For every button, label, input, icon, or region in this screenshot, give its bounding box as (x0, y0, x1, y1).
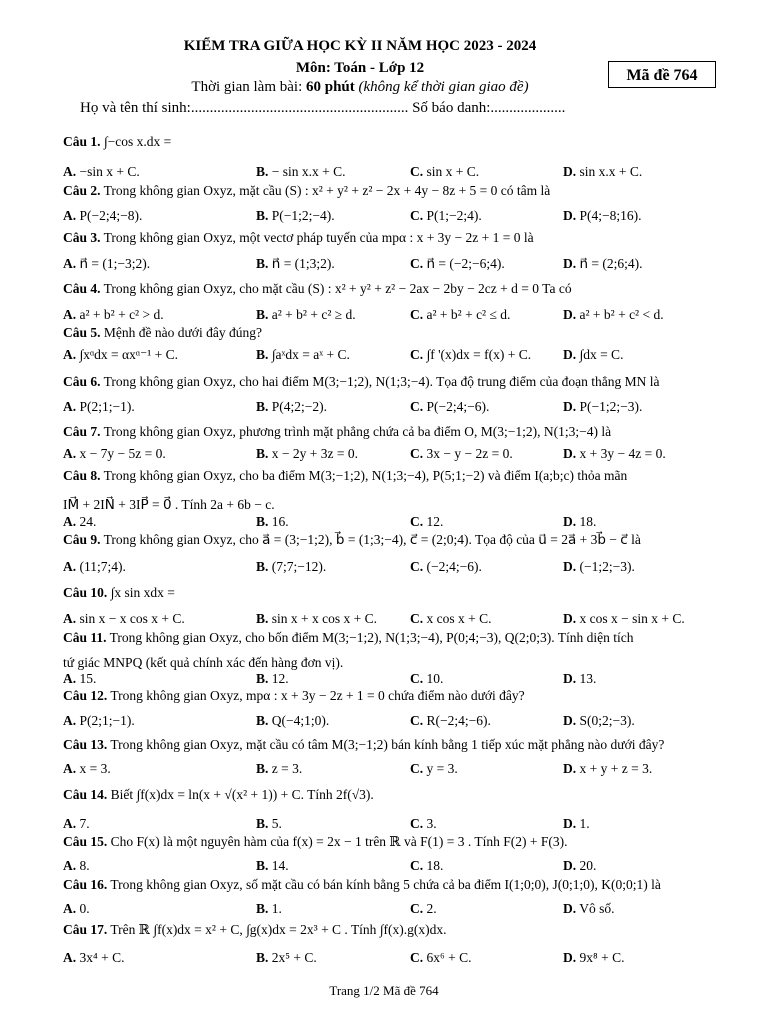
answer-option-d: D. 20. (563, 858, 597, 873)
question-text-continued: IM⃗ + 2IN⃗ + 3IP⃗ = 0⃗ . Tính 2a + 6b − c. (63, 497, 275, 512)
question-stem (63, 877, 661, 893)
question-text: Trong không gian Oxyz, số mặt cầu có bán kính bằng 5 chứa cả ba điểm I(1;0;0), J(0;1;0), K(0;0;1) là (107, 877, 661, 892)
answer-option-a: A. −sin x + C. (63, 164, 140, 179)
answer-option-c: C. 10. (410, 671, 444, 686)
question-number: Câu 9. (63, 532, 101, 547)
question-stem (63, 134, 171, 150)
question-text: Trong không gian Oxyz, cho mặt cầu (S) : x² + y² + z² − 2ax − 2by − 2cz + d = 0 Ta có (100, 281, 572, 296)
question-number: Câu 16. (63, 877, 108, 892)
answer-option-a: A. (11;7;4). (63, 559, 126, 574)
question-text: Mệnh đề nào dưới đây đúng? (100, 325, 262, 340)
answer-option-d: D. 9x⁸ + C. (563, 950, 625, 965)
answer-option-c: C. (−2;4;−6). (410, 559, 482, 574)
question-text: Trong không gian Oxyz, mpα : x + 3y − 2z + 1 = 0 chứa điểm nào dưới đây? (107, 688, 525, 703)
answer-option-b: B. 12. (256, 671, 289, 686)
answer-option-a: A. P(−2;4;−8). (63, 208, 143, 223)
answer-options (63, 671, 723, 689)
question-stem (63, 325, 262, 341)
answer-options (63, 347, 723, 365)
answer-option-c: C. 2. (410, 901, 437, 916)
question-stem (63, 787, 374, 803)
question-stem (63, 183, 550, 199)
answer-option-a: A. 8. (63, 858, 90, 873)
answer-option-b: B. sin x + x cos x + C. (256, 611, 377, 626)
question-stem (63, 630, 633, 646)
answer-option-c: C. sin x + C. (410, 164, 480, 179)
question-text: ∫x sin xdx = (107, 585, 175, 600)
answer-option-d: D. Vô số. (563, 901, 615, 916)
answer-option-c: C. a² + b² + c² ≤ d. (410, 307, 511, 322)
question-text: Trong không gian Oxyz, cho hai điểm M(3;−1;2), N(1;3;−4). Tọa độ trung điểm của đoạn thẳng MN là (100, 374, 660, 389)
question-stem (63, 688, 525, 704)
answer-options (63, 446, 723, 464)
answer-option-a: A. P(2;1;−1). (63, 399, 135, 414)
answer-options (63, 399, 723, 417)
answer-option-c: C. 3. (410, 816, 437, 831)
question-stem (63, 737, 664, 753)
answer-option-c: C. 6x⁶ + C. (410, 950, 472, 965)
answer-option-b: B. z = 3. (256, 761, 303, 776)
answer-option-a: A. 0. (63, 901, 90, 916)
answer-option-d: D. x + 3y − 4z = 0. (563, 446, 666, 461)
answer-option-d: D. 1. (563, 816, 590, 831)
answer-option-c: C. 3x − y − 2z = 0. (410, 446, 513, 461)
question-stem (63, 230, 534, 246)
answer-option-c: C. y = 3. (410, 761, 458, 776)
question-number: Câu 11. (63, 630, 107, 645)
exam-code-box: Mã đề 764 (608, 61, 716, 88)
answer-option-c: C. P(1;−2;4). (410, 208, 482, 223)
answer-option-b: B. n⃗ = (1;3;2). (256, 256, 335, 271)
question-number: Câu 8. (63, 468, 101, 483)
answer-options (63, 901, 723, 919)
answer-option-a: A. 3x⁴ + C. (63, 950, 125, 965)
question-text: Biết ∫f(x)dx = ln(x + √(x² + 1)) + C. Tính 2f(√3). (107, 787, 374, 802)
question-text: Trong không gian Oxyz, mặt cầu (S) : x² + y² + z² − 2x + 4y − 8z + 5 = 0 có tâm là (100, 183, 551, 198)
question-text: Trong không gian Oxyz, một vectơ pháp tuyến của mpα : x + 3y − 2z + 1 = 0 là (100, 230, 534, 245)
question-stem (63, 281, 572, 297)
question-number: Câu 14. (63, 787, 108, 802)
answer-option-a: A. 7. (63, 816, 90, 831)
answer-option-d: D. sin x.x + C. (563, 164, 643, 179)
answer-option-b: B. Q(−4;1;0). (256, 713, 330, 728)
question-stem (63, 532, 641, 548)
answer-option-d: D. n⃗ = (2;6;4). (563, 256, 643, 271)
answer-option-d: D. ∫dx = C. (563, 347, 624, 362)
answer-option-c: C. R(−2;4;−6). (410, 713, 491, 728)
answer-option-c: C. ∫f '(x)dx = f(x) + C. (410, 347, 532, 362)
answer-options (63, 514, 723, 532)
question-text: ∫−cos x.dx = (100, 134, 172, 149)
answer-option-a: A. n⃗ = (1;−3;2). (63, 256, 151, 271)
question-text: Trong không gian Oxyz, cho bốn điểm M(3;−1;2), N(1;3;−4), P(0;4;−3), Q(2;0;3). Tính diện tích (106, 630, 634, 645)
answer-option-a: A. ∫xᵅdx = αxᵅ⁻¹ + C. (63, 347, 179, 362)
student-info-line: Họ và tên thí sinh:.......................................................... Số báo danh:.................... (80, 100, 566, 116)
answer-option-a: A. sin x − x cos x + C. (63, 611, 185, 626)
answer-options (63, 559, 723, 577)
answer-option-a: A. 15. (63, 671, 97, 686)
answer-options (63, 761, 723, 779)
question-text: Trên ℝ ∫f(x)dx = x² + C, ∫g(x)dx = 2x³ + C . Tính ∫f(x).g(x)dx. (107, 922, 447, 937)
answer-options (63, 858, 723, 876)
answer-option-c: C. P(−2;4;−6). (410, 399, 490, 414)
exam-time: Thời gian làm bài: 60 phút (không kể thời gian giao đề) (191, 79, 529, 95)
question-text: Trong không gian Oxyz, mặt cầu có tâm M(3;−1;2) bán kính bằng 1 tiếp xúc mặt phẳng nào dưới đây? (107, 737, 665, 752)
answer-option-d: D. P(−1;2;−3). (563, 399, 643, 414)
answer-option-b: B. x − 2y + 3z = 0. (256, 446, 358, 461)
answer-option-d: D. 18. (563, 514, 597, 529)
answer-option-d: D. P(4;−8;16). (563, 208, 642, 223)
answer-option-c: C. x cos x + C. (410, 611, 492, 626)
answer-options (63, 816, 723, 834)
answer-option-b: B. a² + b² + c² ≥ d. (256, 307, 356, 322)
page-footer: Trang 1/2 Mã đề 764 (329, 983, 439, 998)
question-number: Câu 12. (63, 688, 108, 703)
answer-options (63, 950, 723, 968)
answer-option-b: B. 16. (256, 514, 289, 529)
answer-option-d: D. 13. (563, 671, 597, 686)
answer-option-c: C. n⃗ = (−2;−6;4). (410, 256, 505, 271)
answer-options (63, 208, 723, 226)
question-text: Trong không gian Oxyz, phương trình mặt phẳng chứa cả ba điểm O, M(3;−1;2), N(1;3;−4) là (100, 424, 612, 439)
question-text-continued: tứ giác MNPQ (kết quả chính xác đến hàng đơn vị). (63, 655, 344, 670)
answer-options (63, 713, 723, 731)
question-text: Trong không gian Oxyz, cho a⃗ = (3;−1;2), b⃗ = (1;3;−4), c⃗ = (2;0;4). Tọa độ của u⃗ = 2a⃗ + 3b⃗ − c⃗ là (100, 532, 641, 547)
answer-option-b: B. − sin x.x + C. (256, 164, 346, 179)
question-number: Câu 1. (63, 134, 101, 149)
exam-subject: Môn: Toán - Lớp 12 (295, 60, 425, 76)
question-number: Câu 7. (63, 424, 101, 439)
question-number: Câu 5. (63, 325, 101, 340)
answer-option-b: B. P(−1;2;−4). (256, 208, 335, 223)
answer-option-b: B. 5. (256, 816, 282, 831)
answer-option-d: D. x + y + z = 3. (563, 761, 653, 776)
answer-option-a: A. P(2;1;−1). (63, 713, 135, 728)
answer-option-c: C. 18. (410, 858, 444, 873)
question-stem (63, 834, 568, 850)
question-text: Trong không gian Oxyz, cho ba điểm M(3;−1;2), N(1;3;−4), P(5;1;−2) và điểm I(a;b;c) thỏa mãn (100, 468, 628, 483)
answer-option-d: D. x cos x − sin x + C. (563, 611, 685, 626)
question-number: Câu 13. (63, 737, 108, 752)
answer-option-b: B. (7;7;−12). (256, 559, 327, 574)
question-stem (63, 374, 660, 390)
answer-option-d: D. a² + b² + c² < d. (563, 307, 664, 322)
answer-option-d: D. (−1;2;−3). (563, 559, 635, 574)
answer-options (63, 307, 723, 325)
question-number: Câu 4. (63, 281, 101, 296)
question-stem (63, 424, 611, 440)
question-number: Câu 3. (63, 230, 101, 245)
answer-option-c: C. 12. (410, 514, 444, 529)
answer-option-a: A. a² + b² + c² > d. (63, 307, 164, 322)
question-stem (63, 922, 447, 938)
answer-options (63, 256, 723, 274)
question-text: Cho F(x) là một nguyên hàm của f(x) = 2x − 1 trên ℝ và F(1) = 3 . Tính F(2) + F(3). (107, 834, 568, 849)
question-stem (63, 468, 627, 484)
answer-option-b: B. 1. (256, 901, 282, 916)
answer-option-a: A. x = 3. (63, 761, 111, 776)
answer-option-d: D. S(0;2;−3). (563, 713, 635, 728)
answer-option-a: A. x − 7y − 5z = 0. (63, 446, 166, 461)
answer-option-a: A. 24. (63, 514, 97, 529)
answer-options (63, 164, 723, 182)
answer-options (63, 611, 723, 629)
answer-option-b: B. ∫aˣdx = aˣ + C. (256, 347, 350, 362)
question-number: Câu 6. (63, 374, 101, 389)
question-number: Câu 2. (63, 183, 101, 198)
question-number: Câu 10. (63, 585, 108, 600)
question-number: Câu 15. (63, 834, 108, 849)
answer-option-b: B. 14. (256, 858, 289, 873)
question-stem (63, 585, 175, 601)
question-number: Câu 17. (63, 922, 108, 937)
answer-option-b: B. P(4;2;−2). (256, 399, 328, 414)
answer-option-b: B. 2x⁵ + C. (256, 950, 317, 965)
exam-title: KIỂM TRA GIỮA HỌC KỲ II NĂM HỌC 2023 - 2024 (183, 38, 537, 54)
